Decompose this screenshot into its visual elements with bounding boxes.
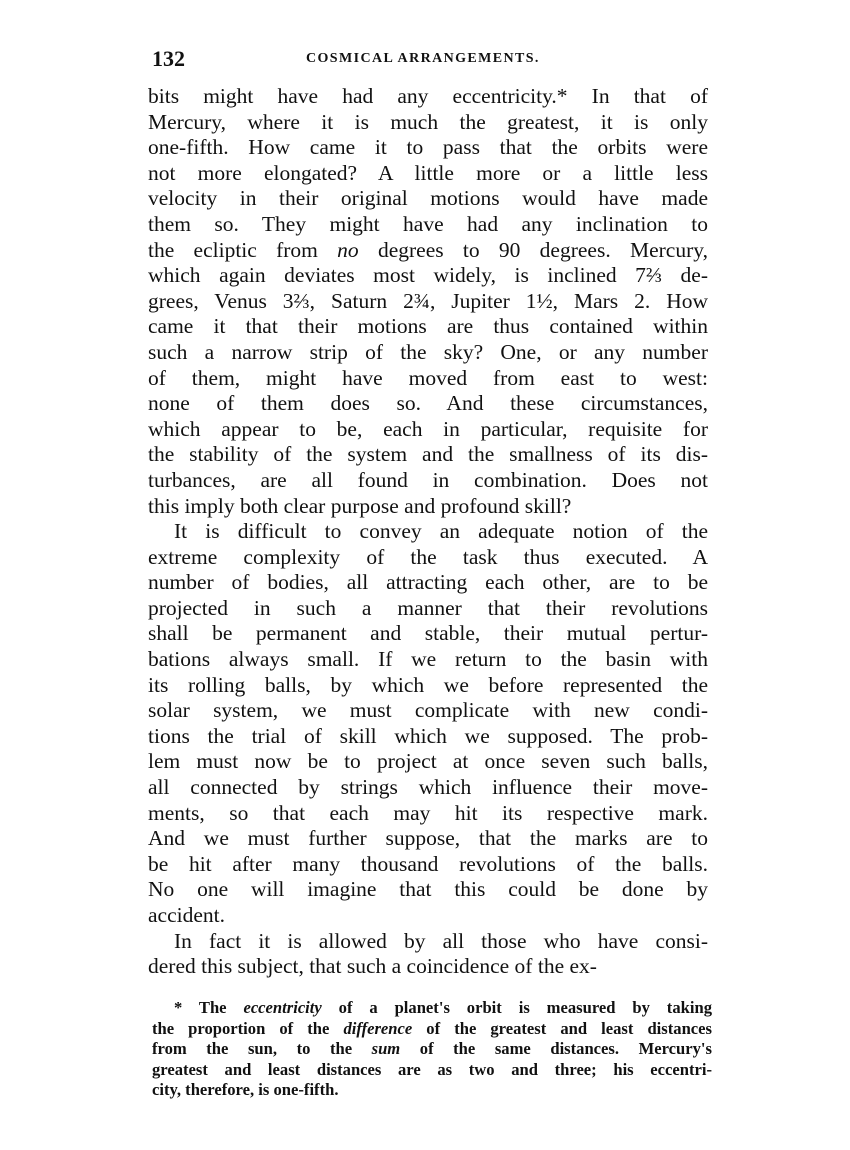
footnote-italic-segment: difference bbox=[343, 1018, 413, 1038]
body-line: turbances, are all found in combination. Does not bbox=[148, 467, 708, 492]
body-line: bits might have had any eccentricity.* In that of bbox=[148, 84, 708, 108]
footnote-line: city, therefore, is one-fifth. bbox=[152, 1080, 339, 1100]
body-line: dered this subject, that such a coincidence of the ex- bbox=[148, 954, 597, 979]
footnote-line: greatest and least distances are as two and three; his eccentri- bbox=[152, 1059, 712, 1079]
body-line: be hit after many thousand revolutions of the balls. bbox=[148, 851, 708, 876]
page-header bbox=[152, 46, 712, 78]
running-title: COSMICAL ARRANGEMENTS. bbox=[306, 51, 540, 66]
footnote-text-segment: of a planet's orbit is measured by taking bbox=[321, 998, 712, 1017]
body-line: which again deviates most widely, is inclined 7⅔ de- bbox=[148, 263, 708, 288]
body-line: It is difficult to convey an adequate notion of the bbox=[174, 519, 708, 544]
body-line: Mercury, where it is much the greatest, it is only bbox=[148, 109, 708, 134]
body-line: all connected by strings which influence their move- bbox=[148, 775, 708, 800]
body-text-segment: the ecliptic from bbox=[148, 237, 338, 262]
body-line: the stability of the system and the smallness of its dis- bbox=[148, 442, 708, 467]
body-line: not more elongated? A little more or a little less bbox=[148, 160, 708, 185]
body-text bbox=[148, 84, 708, 980]
body-line: lem must now be to project at once seven such balls, bbox=[148, 749, 708, 774]
body-line: ments, so that each may hit its respective mark. bbox=[148, 800, 708, 825]
page-number: 132 bbox=[152, 46, 185, 71]
body-line: number of bodies, all attracting each other, are to be bbox=[148, 570, 708, 595]
footnote-text-segment: * The bbox=[174, 998, 244, 1017]
body-italic-segment: no bbox=[337, 237, 359, 262]
footnote bbox=[152, 998, 712, 1101]
body-line: And we must further suppose, that the marks are to bbox=[148, 826, 708, 851]
body-line: this imply both clear purpose and profound skill? bbox=[148, 493, 572, 518]
body-line: tions the trial of skill which we supposed. The prob- bbox=[148, 723, 708, 748]
footnote-line bbox=[152, 1039, 712, 1060]
body-line: of them, might have moved from east to west: bbox=[148, 365, 708, 390]
body-line: extreme complexity of the task thus executed. A bbox=[148, 544, 708, 569]
body-line bbox=[148, 238, 708, 264]
footnote-italic-segment: eccentricity bbox=[243, 998, 322, 1017]
body-line: shall be permanent and stable, their mutual pertur- bbox=[148, 621, 708, 646]
body-line: bations always small. If we return to the basin with bbox=[148, 647, 708, 672]
body-line: its rolling balls, by which we before represented the bbox=[148, 672, 708, 697]
body-line: grees, Venus 3⅔, Saturn 2¾, Jupiter 1½, Mars 2. How bbox=[148, 288, 708, 313]
body-line: one-fifth. How came it to pass that the orbits were bbox=[148, 135, 708, 160]
body-line: No one will imagine that this could be done by bbox=[148, 877, 708, 902]
body-line: accident. bbox=[148, 903, 225, 927]
body-line: velocity in their original motions would have made bbox=[148, 186, 708, 211]
footnote-line bbox=[152, 998, 712, 1019]
body-line: which appear to be, each in particular, requisite for bbox=[148, 416, 708, 441]
footnote-text-segment: from the sun, to the bbox=[152, 1039, 372, 1059]
footnote-text-segment: of the greatest and least distances bbox=[412, 1018, 712, 1038]
body-line: solar system, we must complicate with new condi- bbox=[148, 698, 708, 723]
body-text-segment: degrees to 90 degrees. Mercury, bbox=[358, 237, 708, 262]
footnote-italic-segment: sum bbox=[371, 1039, 401, 1059]
footnote-line bbox=[152, 1019, 712, 1040]
footnote-text-segment: of the same distances. Mercury's bbox=[400, 1039, 712, 1059]
body-line: projected in such a manner that their revolutions bbox=[148, 595, 708, 620]
body-line: none of them does so. And these circumstances, bbox=[148, 391, 708, 416]
body-line: such a narrow strip of the sky? One, or any number bbox=[148, 339, 708, 364]
body-line: came it that their motions are thus contained within bbox=[148, 314, 708, 339]
footnote-text-segment: the proportion of the bbox=[152, 1018, 344, 1038]
body-line: In fact it is allowed by all those who have consi- bbox=[174, 928, 708, 953]
body-line: them so. They might have had any inclination to bbox=[148, 211, 708, 236]
